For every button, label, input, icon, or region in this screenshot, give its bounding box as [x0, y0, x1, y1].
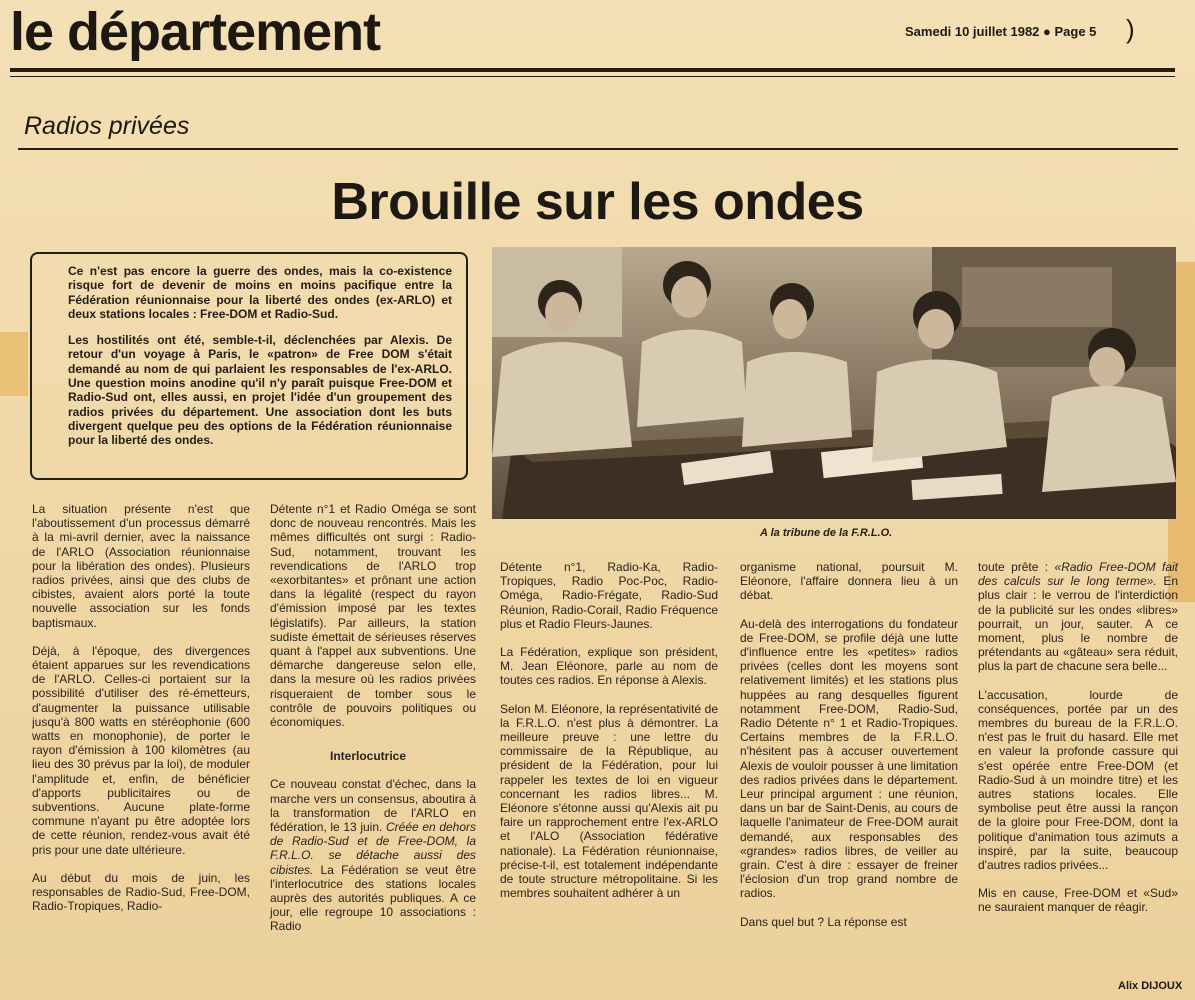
article-column-3 — [500, 560, 718, 914]
headline-text: Brouille sur les ondes — [331, 173, 864, 231]
article-column-1 — [32, 502, 250, 927]
text-run: Ce nouveau constat d'échec, dans la marche vers un consensus, aboutira à la transformation de l'ARLO en fédération, le 13 juin. — [270, 777, 476, 835]
article-paragraph — [270, 777, 476, 933]
article-paragraph: Déjà, à l'époque, des divergences étaient apparues sur les revendications de l'ARLO. Celles-ci portaient sur la possibilité d'utiliser des ré-émetteurs, d'augmenter la puissance utilisable jusqu'à 800 watts en stéréophonie (600 watts en monophonie), de porter le rayon d'émission à 100 kilomètres (au lieu des 30 prévus par la loi), de moduler l'amplitude et, enfin, de bénéficier d'apports publicitaires ou de subventions. Aucune plate-forme commune n'ayant pu être adoptée lors de cette réunion, rendez-vous avait été pris pour une date ultérieure. — [32, 643, 250, 857]
text-run: En plus clair : le verrou de l'interdiction de la publicité sur les ondes «libres» pourrait, un jour, sauter. A ce moment, plus le nombre de prétendants au «gâteau» sera réduit, plus la part de chacune sera belle... — [978, 574, 1179, 674]
tape-strip-left — [0, 332, 28, 396]
author-byline: Alix DIJOUX — [1118, 980, 1183, 992]
lead-box — [30, 252, 468, 480]
subheading: Interlocutrice — [330, 749, 407, 764]
article-paragraph: Détente n°1 et Radio Oméga se sont donc de nouveau rencontrés. Mais les mêmes difficultés ont surgi : Radio-Sud, notamment, trouvant les revendications de l'ARLO trop «exorbitantes» et prônant une action dans la légalité (respect du rayon d'émission imposé par les textes législatifs). Par ailleurs, la station sudiste émettait de sérieuses réserves quant à l'appel aux subventions. Une démarche dangereuse selon elle, dans la mesure où les radios privées risqueraient de tomber sous le contrôle de pouvoirs politiques ou économiques. — [270, 502, 476, 730]
article-paragraph: L'accusation, lourde de conséquences, portée par un des membres du bureau de la F.R.L.O. n'est pas le fruit du hasard. Elle met en valeur la profonde cassure qui s'est opérée entre Free-DOM (et Radio-Sud à un moindre titre) et les autres stations locales. Elle symbolise peut être aussi la rançon de la gloire pour Free-DOM, dont la politique d'animation tous azimuts a inspiré, par la suite, beaucoup d'autres radios privées... — [978, 687, 1178, 873]
section-rule — [18, 148, 1178, 150]
article-paragraph: Mis en cause, Free-DOM et «Sud» ne sauraient manquer de réagir. — [978, 886, 1178, 915]
article-paragraph — [978, 560, 1178, 674]
masthead-thin-rule — [10, 76, 1175, 77]
lead-paragraph: Ce n'est pas encore la guerre des ondes, mais la co-existence risque fort de devenir de moins en moins pacifique entre la Fédération réunionnaise pour la liberté des ondes (ex-ARLO) et deux stations locales : Free-DOM et Radio-Sud. — [68, 264, 452, 321]
masthead: le département — [10, 2, 381, 62]
photo-illustration — [492, 247, 1176, 519]
lead-paragraph: Les hostilités ont été, semble-t-il, déclenchées par Alexis. De retour d'un voyage à Paris, le «patron» de Free DOM s'était demandé au nom de qui parlaient les responsables de l'ex-ARLO. Une question moins anodine qu'il n'y paraît puisque Free-DOM et Radio-Sud ont, elles aussi, en projet l'idée d'un groupement des radios privées du département. Une association dont les buts divergent quelque peu des options de la Fédération réunionnaise pour la liberté des ondes. — [68, 333, 452, 448]
article-column-5 — [978, 560, 1178, 929]
dateline: Samedi 10 juillet 1982 ● Page 5 — [905, 24, 1097, 39]
article-paragraph: La situation présente n'est que l'aboutissement d'un processus démarré à la mi-avril dernier, avec la naissance de l'ARLO (Association réunionnaise pour la libération des ondes). Plusieurs radios privées, ainsi que des clubs de cibistes, avaient alors porté la toute nouvelle association sur les fonds baptismaux. — [32, 502, 250, 630]
article-paragraph: La Fédération, explique son président, M. Jean Eléonore, parle au nom de toutes ces radios. En réponse à Alexis. — [500, 645, 718, 688]
article-column-2 — [270, 502, 476, 948]
article-paragraph: Détente n°1, Radio-Ka, Radio-Tropiques, Radio Poc-Poc, Radio-Oméga, Radio-Frégate, Radio-Sud Réunion, Radio-Corail, Radio Fréquence plus et Radio Fleurs-Jaunes. — [500, 560, 718, 631]
article-paragraph: Dans quel but ? La réponse est — [740, 914, 907, 929]
section-label: Radios privées — [24, 112, 190, 140]
headline — [0, 172, 1195, 232]
masthead-rule — [10, 68, 1175, 72]
article-paragraph: organisme national, poursuit M. Eléonore, l'affaire donnera lieu à un débat. — [740, 560, 958, 603]
italic-text-run: Créée en dehors de Radio-Sud et de Free-DOM, la F.R.L.O. se détache aussi des cibistes. — [270, 820, 477, 877]
press-photo — [492, 247, 1176, 519]
italic-text-run: «Radio Free-DOM fait des calculs sur le long terme». — [978, 560, 1178, 589]
article-paragraph: Au début du mois de juin, les responsables de Radio-Sud, Free-DOM, Radio-Tropiques, Radio- — [32, 870, 250, 914]
article-column-4 — [740, 560, 958, 943]
article-paragraph: Selon M. Eléonore, la représentativité de la F.R.L.O. n'est plus à démontrer. La meilleure preuve : une lettre du commissaire de la République, au président de la Fédération, pour lui rappeler les textes de loi en vigueur concernant les radios libres... M. Eléonore s'étonne aussi qu'Alexis ait pu faire un rapprochement entre l'ex-ARLO et l'ALO (Association fédérative nationale). La Fédération réunionnaise, précise-t-il, est totalement indépendante de toute structure métropolitaine. Si les membres souhaitent adhérer à un — [500, 701, 718, 901]
text-run: toute prête : — [978, 560, 1055, 574]
article-paragraph: Au-delà des interrogations du fondateur de Free-DOM, se profile déjà une lutte d'influence entre les «petites» radios privées (celles dont les moyens sont relativement limités) et les stations plus huppées au rang desquelles figurent notamment Free-DOM, Radio-Sud, Radio Détente n° 1 et Radio-Tropiques. Certains membres de la F.R.L.O. n'hésitent pas à accuser ouvertement Alexis de vouloir pousser à une limitation des radios privées dans le département. Leur principal argument : une réunion, dans un bar de Saint-Denis, au cours de laquelle l'animateur de Free-DOM aurait demandé, aux responsables des «grandes» radios libres, de veiller au grain. C'est à dire : essayer de freiner l'éclosion d'un trop grand nombre de radios. — [740, 616, 958, 901]
page-mark: ) — [1126, 14, 1135, 44]
text-run: La Fédération se veut être l'interlocutrice des stations locales auprès des autorités publiques. A ce jour, elle regroupe 10 associations : Radio — [270, 862, 476, 934]
photo-caption: A la tribune de la F.R.L.O. — [760, 527, 893, 539]
